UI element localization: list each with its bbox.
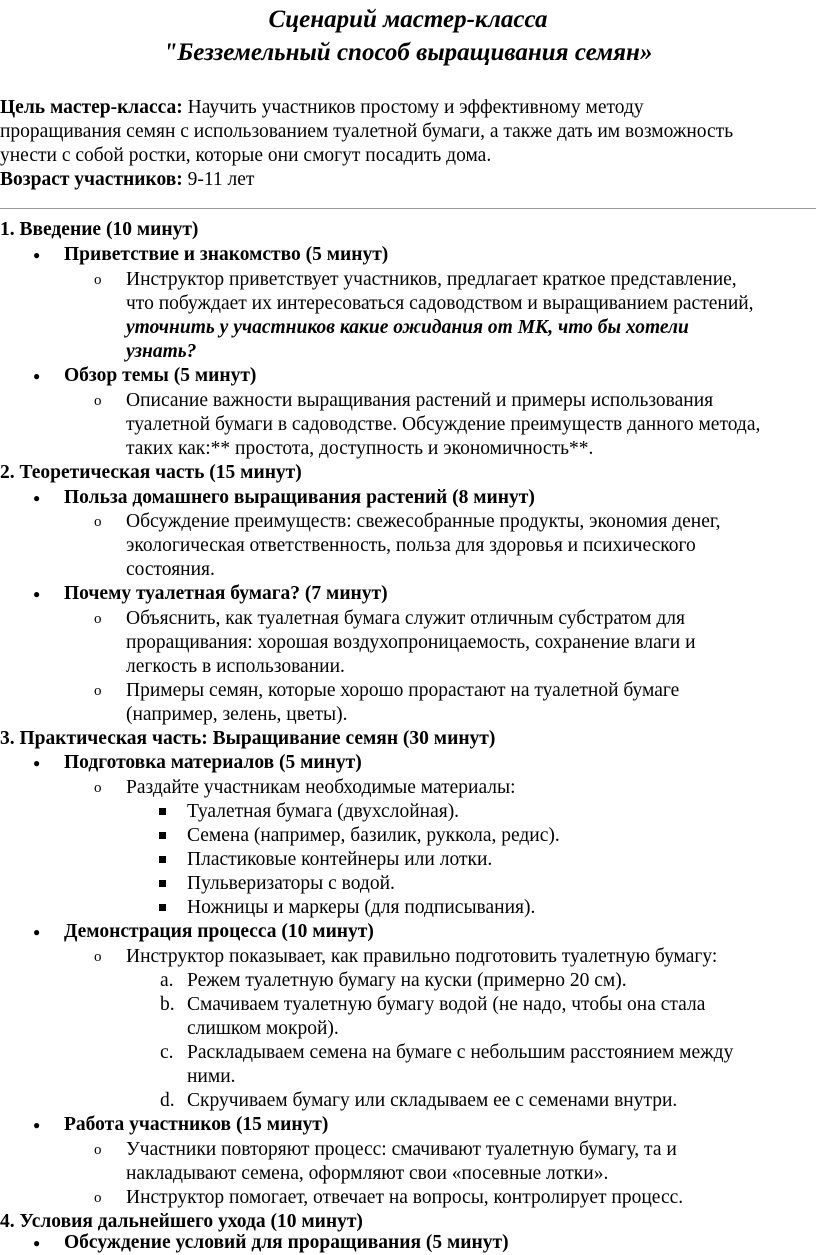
list-item-line: Раздайте участникам необходимые материалы: xyxy=(126,777,516,798)
square-bullet-icon xyxy=(159,904,166,911)
list-item-line: состояния. xyxy=(126,559,215,580)
bullet-icon: ● xyxy=(33,1236,41,1250)
horizontal-divider xyxy=(0,208,816,209)
circle-bullet-icon: o xyxy=(94,780,102,796)
age-label: Возраст участников: xyxy=(0,169,183,190)
s1-sub2-heading: Обзор темы (5 минут) xyxy=(64,365,257,386)
step-marker: d. xyxy=(160,1090,175,1111)
goal-text-line: Научить участников простому и эффективному методу xyxy=(182,97,644,118)
goal-paragraph-line-1 xyxy=(0,96,644,120)
circle-bullet-icon: o xyxy=(94,514,102,530)
s2-sub1-heading: Польза домашнего выращивания растений (8 минут) xyxy=(64,487,535,508)
list-item-line: экологическая ответственность, польза для здоровья и психического xyxy=(126,535,696,556)
list-item-line: Инструктор помогает, отвечает на вопросы, контролирует процесс. xyxy=(126,1187,684,1208)
circle-bullet-icon: o xyxy=(94,1190,102,1206)
list-item-line: что побуждает их интересоваться садоводством и выращиванием растений, xyxy=(126,293,754,314)
circle-bullet-icon: o xyxy=(94,272,102,288)
section-1-heading: 1. Введение (10 минут) xyxy=(0,219,199,240)
list-item-line: таких как:** простота, доступность и экономичность**. xyxy=(126,438,594,459)
step-marker: c. xyxy=(160,1042,174,1063)
list-item-line: Инструктор приветствует участников, предлагает краткое представление, xyxy=(126,269,737,290)
s3-sub3-heading: Работа участников (15 минут) xyxy=(64,1114,329,1135)
square-bullet-icon xyxy=(159,808,166,815)
s3-sub2-heading: Демонстрация процесса (10 минут) xyxy=(64,921,374,942)
circle-bullet-icon: o xyxy=(94,393,102,409)
material-item: Ножницы и маркеры (для подписывания). xyxy=(187,897,536,918)
bullet-icon: ● xyxy=(33,587,41,601)
bullet-icon: ● xyxy=(33,248,41,262)
list-item-line: проращивания: хорошая воздухопроницаемость, сохранение влаги и xyxy=(126,632,696,653)
s1-sub1-heading: Приветствие и знакомство (5 минут) xyxy=(64,244,389,265)
bullet-icon: ● xyxy=(33,1118,41,1132)
list-item-line: Обсуждение преимуществ: свежесобранные продукты, экономия денег, xyxy=(126,511,721,532)
emphasis-line: уточнить у участников какие ожидания от МК, что бы хотели xyxy=(126,317,689,338)
s4-sub1-heading: Обсуждение условий для проращивания (5 минут) xyxy=(64,1232,509,1253)
s2-sub2-heading: Почему туалетная бумага? (7 минут) xyxy=(64,583,388,604)
square-bullet-icon xyxy=(159,856,166,863)
goal-text-line: проращивания семян с использованием туалетной бумаги, а также дать им возможность xyxy=(0,121,734,142)
list-item-line: Примеры семян, которые хорошо прорастают на туалетной бумаге xyxy=(126,680,680,701)
age-value: 9-11 лет xyxy=(182,169,255,190)
section-4-heading: 4. Условия дальнейшего ухода (10 минут) xyxy=(0,1211,363,1232)
step-marker: a. xyxy=(160,970,174,991)
circle-bullet-icon: o xyxy=(94,683,102,699)
document-title-line-1: Сценарий мастер-класса xyxy=(268,6,548,33)
list-item-line: туалетной бумаги в садоводстве. Обсуждение преимуществ данного метода, xyxy=(126,414,761,435)
bullet-icon: ● xyxy=(33,925,41,939)
list-item-line: легкость в использовании. xyxy=(126,656,345,677)
step-line: Раскладываем семена на бумаге с небольшим расстоянием между xyxy=(187,1042,734,1063)
emphasis-line: узнать? xyxy=(126,341,197,362)
material-item: Пластиковые контейнеры или лотки. xyxy=(187,849,493,870)
circle-bullet-icon: o xyxy=(94,611,102,627)
goal-label: Цель мастер-класса: xyxy=(0,97,183,118)
step-line: Режем туалетную бумагу на куски (примерно 20 см). xyxy=(187,970,627,991)
material-item: Туалетная бумага (двухслойная). xyxy=(187,801,460,822)
list-item-line: Инструктор показывает, как правильно подготовить туалетную бумагу: xyxy=(126,946,718,967)
bullet-icon: ● xyxy=(33,491,41,505)
goal-text-line: унести с собой ростки, которые они смогут посадить дома. xyxy=(0,145,492,166)
s3-sub1-heading: Подготовка материалов (5 минут) xyxy=(64,752,362,773)
list-item-line: Объяснить, как туалетная бумага служит отличным субстратом для xyxy=(126,608,685,629)
list-item-line: Участники повторяют процесс: смачивают туалетную бумагу, та и xyxy=(126,1139,677,1160)
circle-bullet-icon: o xyxy=(94,949,102,965)
circle-bullet-icon: o xyxy=(94,1142,102,1158)
bullet-icon: ● xyxy=(33,369,41,383)
step-line: Скручиваем бумагу или складываем ее с семенами внутри. xyxy=(187,1090,678,1111)
document-title-line-2: "Безземельный способ выращивания семян» xyxy=(163,39,653,66)
section-2-heading: 2. Теоретическая часть (15 минут) xyxy=(0,462,302,483)
step-line: Смачиваем туалетную бумагу водой (не надо, чтобы она стала xyxy=(187,994,706,1015)
material-item: Семена (например, базилик, руккола, редис). xyxy=(187,825,560,846)
list-item-line: (например, зелень, цветы). xyxy=(126,704,348,725)
step-line: ними. xyxy=(187,1066,236,1087)
section-3-heading: 3. Практическая часть: Выращивание семян (30 минут) xyxy=(0,728,496,749)
step-line: слишком мокрой). xyxy=(187,1018,339,1039)
step-marker: b. xyxy=(160,994,175,1015)
square-bullet-icon xyxy=(159,880,166,887)
list-item-line: Описание важности выращивания растений и примеры использования xyxy=(126,390,714,411)
material-item: Пульверизаторы с водой. xyxy=(187,873,395,894)
square-bullet-icon xyxy=(159,832,166,839)
age-line xyxy=(0,168,254,192)
list-item-line: накладывают семена, оформляют свои «посевные лотки». xyxy=(126,1163,609,1184)
bullet-icon: ● xyxy=(33,756,41,770)
